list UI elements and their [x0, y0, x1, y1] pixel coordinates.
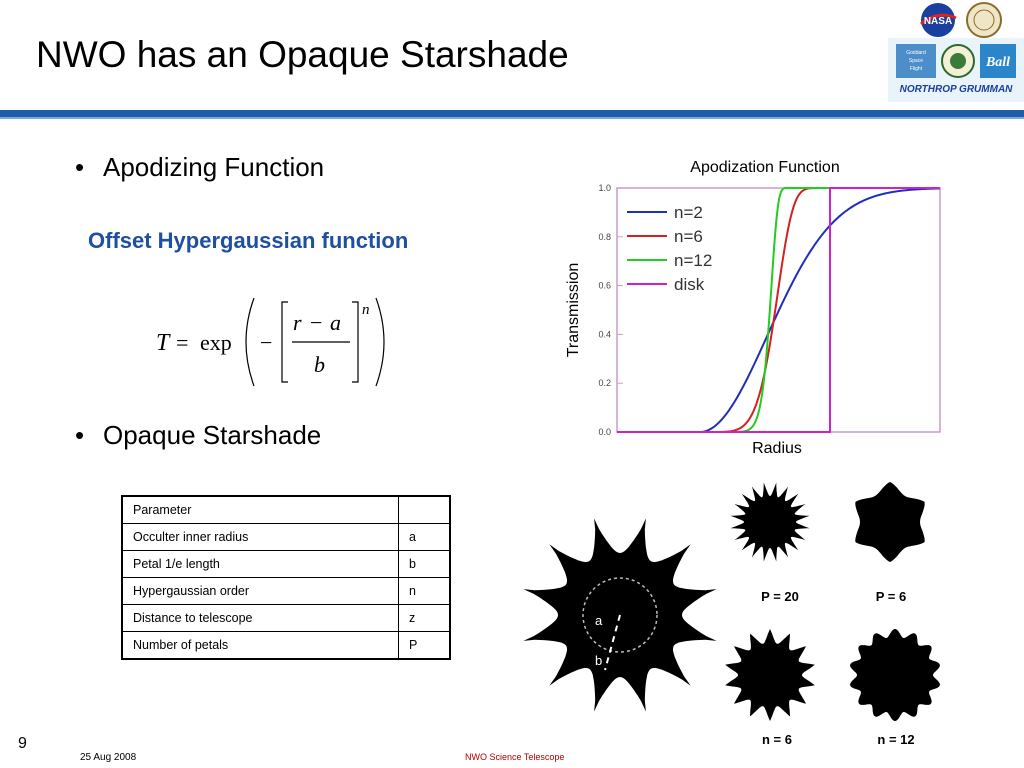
table-row: [122, 578, 450, 605]
goddard-logo-icon: [896, 44, 936, 78]
label-n6: n = 6: [762, 732, 792, 747]
bullet-dot-icon: •: [75, 152, 85, 182]
table-cell-symbol: b: [399, 551, 451, 578]
y-tick-label: 0.0: [598, 427, 611, 437]
svg-text:Goddard: Goddard: [906, 50, 926, 56]
seal-icon: [942, 45, 974, 77]
svg-text:=: =: [176, 330, 189, 355]
svg-text:a: a: [330, 310, 341, 335]
y-axis-label: Transmission: [565, 262, 582, 358]
starshade-p20-icon: [731, 483, 810, 562]
table-row: [122, 551, 450, 578]
northrop-logo-text: NORTHROP GRUMMAN: [899, 84, 1013, 95]
label-b: b: [595, 653, 603, 668]
table-row: [122, 524, 450, 551]
left-bracket-icon: [282, 302, 288, 382]
svg-text:exp: exp: [200, 330, 232, 355]
svg-text:n: n: [362, 302, 370, 318]
legend-label: n=12: [674, 251, 713, 270]
starshade-n6-icon: [725, 629, 815, 721]
table-cell-symbol: P: [399, 632, 451, 660]
legend-label: disk: [674, 275, 705, 294]
y-tick-label: 0.8: [598, 231, 611, 242]
subheading: Offset Hypergaussian function: [88, 228, 409, 253]
university-seal-icon: [967, 3, 1001, 37]
parameter-table: [121, 495, 451, 660]
y-tick-label: 1.0: [598, 183, 611, 193]
svg-text:Ball: Ball: [985, 55, 1011, 70]
chart-title: Apodization Function: [690, 159, 840, 176]
starshade-n12-icon: [850, 629, 940, 721]
svg-text:b: b: [314, 352, 325, 377]
table-row: [122, 605, 450, 632]
legend-label: n=2: [674, 203, 703, 222]
table-cell-parameter: Parameter: [122, 496, 399, 524]
header-rule-light: [0, 117, 1024, 119]
svg-text:T: T: [156, 330, 170, 356]
footer-date: 25 Aug 2008: [80, 752, 137, 763]
bullet-apodizing: • Apodizing Function: [75, 152, 325, 182]
header-rule: [0, 110, 1024, 117]
label-a: a: [595, 613, 603, 628]
table-row: [122, 496, 450, 524]
nasa-logo-icon: [921, 3, 956, 37]
table-cell-symbol: z: [399, 605, 451, 632]
apodization-chart: [560, 150, 960, 460]
svg-text:−: −: [260, 330, 273, 355]
table-cell-symbol: [399, 496, 451, 524]
svg-text:r: r: [293, 310, 302, 335]
table-cell-parameter: Number of petals: [122, 632, 399, 660]
legend-label: n=6: [674, 227, 703, 246]
logo-group: [888, 0, 1024, 102]
bullet-dot-icon: •: [75, 420, 85, 450]
y-tick-label: 0.2: [598, 378, 611, 389]
x-axis-label: Radius: [752, 440, 802, 457]
right-paren-icon: [376, 298, 384, 386]
table-cell-symbol: a: [399, 524, 451, 551]
ball-logo-icon: [980, 44, 1016, 78]
table-row: [122, 632, 450, 660]
table-cell-parameter: Hypergaussian order: [122, 578, 399, 605]
label-p6: P = 6: [875, 589, 907, 604]
starshade-illustrations: [515, 480, 955, 755]
y-tick-label: 0.4: [598, 329, 611, 340]
table-cell-symbol: n: [399, 578, 451, 605]
label-n12: n = 12: [877, 732, 915, 747]
starshade-p6-icon: [855, 482, 924, 562]
label-p20: P = 20: [761, 589, 799, 604]
footer-title: NWO Science Telescope: [465, 752, 565, 762]
left-paren-icon: [246, 298, 254, 386]
right-bracket-icon: [352, 302, 358, 382]
y-tick-label: 0.6: [598, 280, 611, 291]
hypergaussian-formula: [150, 292, 400, 392]
table-cell-parameter: Distance to telescope: [122, 605, 399, 632]
table-cell-parameter: Occulter inner radius: [122, 524, 399, 551]
bullet-opaque: • Opaque Starshade: [75, 420, 322, 450]
slide-title: NWO has an Opaque Starshade: [36, 34, 569, 75]
svg-text:NASA: NASA: [923, 16, 953, 27]
svg-text:Space: Space: [908, 58, 924, 64]
svg-text:Flight: Flight: [909, 66, 923, 72]
svg-text:−: −: [310, 310, 323, 335]
table-cell-parameter: Petal 1/e length: [122, 551, 399, 578]
page-number: 9: [18, 735, 27, 752]
